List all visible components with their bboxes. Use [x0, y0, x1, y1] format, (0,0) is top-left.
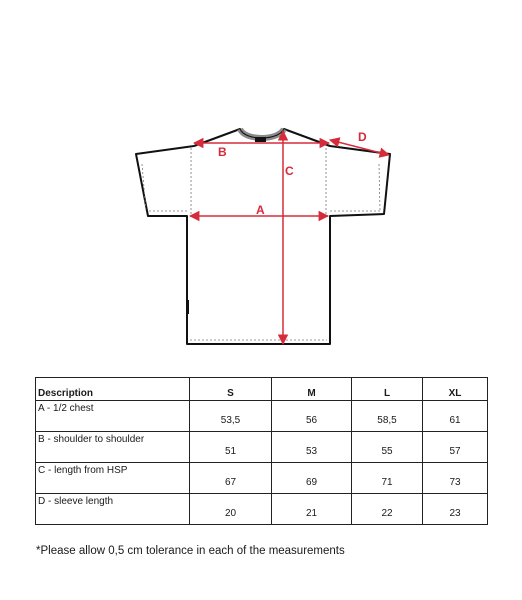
cell-value: 67: [190, 463, 272, 494]
cell-value: 57: [423, 432, 488, 463]
table-header-row: [36, 378, 488, 401]
tolerance-note: *Please allow 0,5 cm tolerance in each of the measurements: [36, 545, 345, 557]
collar: [240, 129, 284, 138]
side-tag: [186, 300, 189, 314]
cell-value: 53: [272, 432, 352, 463]
label-d: D: [358, 130, 367, 144]
cell-value: 69: [272, 463, 352, 494]
row-label: D - sleeve length: [36, 494, 190, 525]
row-label: B - shoulder to shoulder: [36, 432, 190, 463]
table-row: [36, 463, 488, 494]
cell-value: 61: [423, 401, 488, 432]
cell-value: 73: [423, 463, 488, 494]
table-row: [36, 494, 488, 525]
cell-value: 23: [423, 494, 488, 525]
cell-value: 51: [190, 432, 272, 463]
size-chart-table: [35, 377, 488, 525]
cell-value: 55: [352, 432, 423, 463]
header-description: Description: [36, 378, 190, 401]
table-row: [36, 432, 488, 463]
table-row: [36, 401, 488, 432]
row-label: A - 1/2 chest: [36, 401, 190, 432]
cell-value: 20: [190, 494, 272, 525]
tshirt-outline: [136, 129, 390, 344]
row-label: C - length from HSP: [36, 463, 190, 494]
cell-value: 71: [352, 463, 423, 494]
label-a: A: [256, 203, 265, 217]
label-b: B: [218, 145, 227, 159]
header-size-xl: XL: [423, 378, 488, 401]
header-size-l: L: [352, 378, 423, 401]
cell-value: 58,5: [352, 401, 423, 432]
cell-value: 21: [272, 494, 352, 525]
label-c: C: [285, 164, 294, 178]
header-size-s: S: [190, 378, 272, 401]
cell-value: 53,5: [190, 401, 272, 432]
cell-value: 56: [272, 401, 352, 432]
neck-label: [255, 137, 266, 142]
header-size-m: M: [272, 378, 352, 401]
cell-value: 22: [352, 494, 423, 525]
